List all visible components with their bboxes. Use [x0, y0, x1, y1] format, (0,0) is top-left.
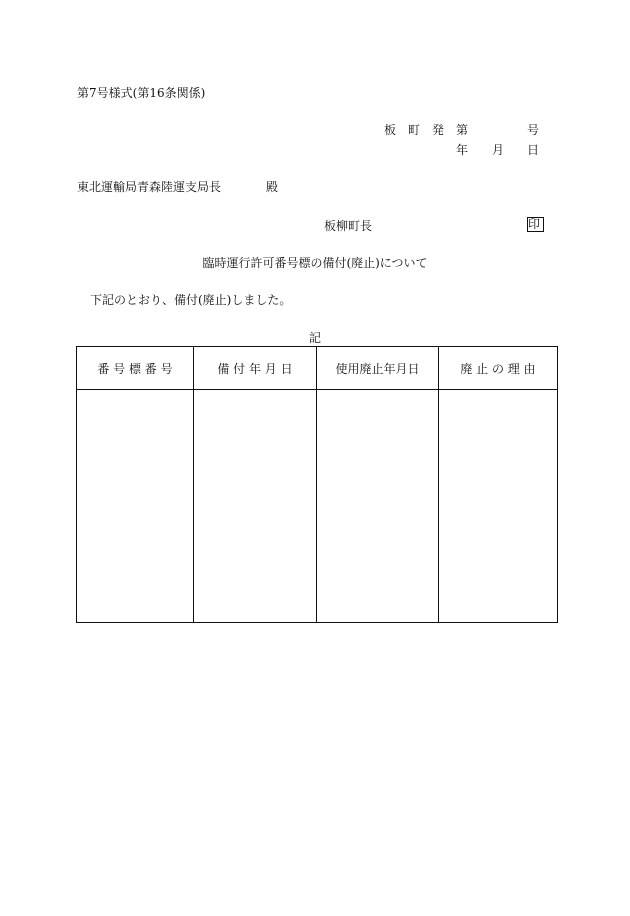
column-header-install-date: 備 付 年 月 日 — [194, 347, 317, 390]
date-month-label: 月 — [492, 143, 505, 157]
cell-plate-number[interactable] — [77, 390, 194, 623]
addressee: 東北運輸局青森陸運支局長 — [77, 180, 222, 194]
issue-number-char-1: 板 — [384, 123, 397, 137]
form-number: 第7号様式(第16条関係) — [77, 86, 206, 100]
issue-number-char-5: 号 — [527, 123, 540, 137]
table-row — [77, 390, 558, 623]
records-table — [76, 346, 558, 623]
column-header-discontinue-reason: 廃 止 の 理 由 — [439, 347, 558, 390]
seal-mark: 印 — [527, 217, 544, 232]
cell-discontinue-reason[interactable] — [439, 390, 558, 623]
issue-number-char-2: 町 — [408, 123, 421, 137]
table-header-row — [77, 347, 558, 390]
honorific: 殿 — [266, 180, 279, 194]
document-title: 臨時運行許可番号標の備付(廃止)について — [202, 256, 428, 270]
issue-number-char-4: 第 — [456, 123, 469, 137]
date-year-label: 年 — [456, 143, 469, 157]
body-text: 下記のとおり、備付(廃止)しました。 — [90, 293, 292, 307]
cell-install-date[interactable] — [194, 390, 317, 623]
column-header-discontinue-date: 使用廃止年月日 — [317, 347, 439, 390]
ki-label: 記 — [308, 331, 321, 345]
date-day-label: 日 — [527, 143, 540, 157]
cell-discontinue-date[interactable] — [317, 390, 439, 623]
issue-number-char-3: 発 — [432, 123, 445, 137]
column-header-plate-number: 番 号 標 番 号 — [77, 347, 194, 390]
sender: 板柳町長 — [324, 219, 373, 233]
